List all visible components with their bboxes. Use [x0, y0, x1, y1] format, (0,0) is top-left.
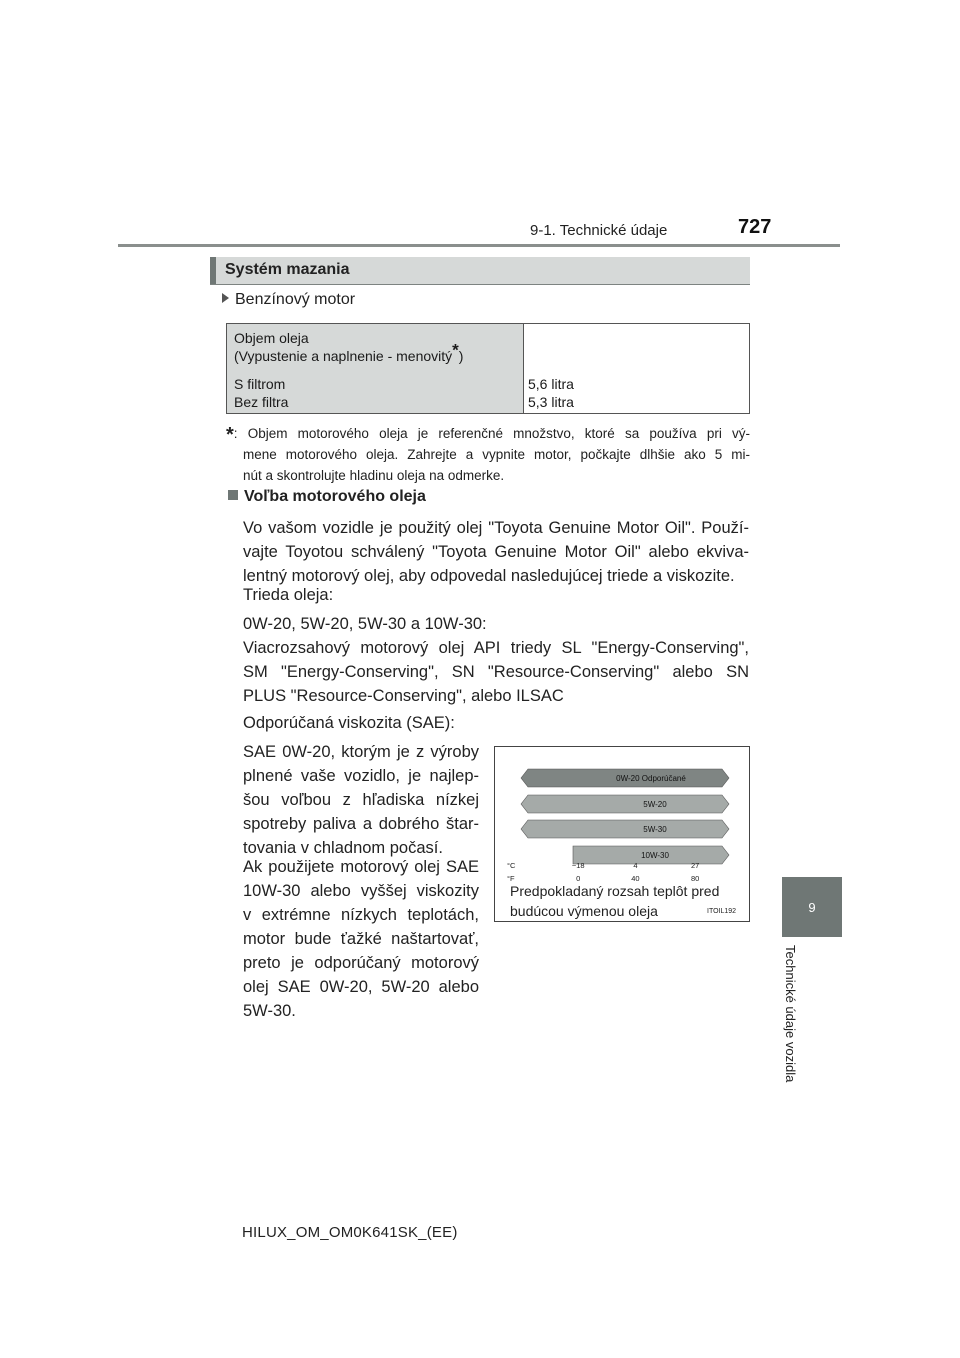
paragraph-line: PLUS "Resource-Conserving", alebo ILSAC [243, 687, 564, 705]
viscosity-paragraph-2 [243, 855, 479, 1023]
table-row-value: 5,6 litra [528, 376, 574, 392]
footnote-marker: * [226, 424, 234, 446]
table-header-close: ) [458, 348, 464, 364]
engine-type [222, 291, 355, 309]
paragraph-line: olej SAE 0W-20, 5W-20 alebo [243, 978, 479, 996]
chart-caption-line: budúcou výmenou oleja [510, 903, 658, 919]
axis-tick-label: −18 [571, 861, 585, 870]
table-header-star: * [452, 340, 459, 360]
section-header: 9-1. Technické údaje [530, 222, 668, 239]
viscosity-grade-label: 5W-20 [643, 800, 667, 809]
chart-caption [510, 881, 719, 921]
axis-unit-label: °F [507, 874, 515, 883]
paragraph-line: 10W-30 alebo vyššej viskozity [243, 882, 479, 900]
table-row-value: 5,3 litra [528, 394, 574, 410]
axis-tick-label: 27 [691, 861, 700, 870]
axis-tick-label: 0 [576, 874, 581, 883]
table-value-column [524, 324, 749, 413]
paragraph-line: 0W-20, 5W-20, 5W-30 a 10W-30: [243, 615, 487, 633]
paragraph-line: SAE 0W-20, ktorým je z výroby [243, 743, 479, 761]
table-label-column [227, 324, 524, 413]
paragraph-line: Ak použijete motorový olej SAE [243, 858, 479, 876]
viscosity-range-bar [521, 820, 729, 838]
chapter-label [770, 945, 810, 1105]
paragraph-line: v extrémne nízkych teplotách, [243, 906, 479, 924]
oil-capacity-table [226, 323, 750, 414]
square-bullet-icon [228, 490, 238, 500]
axis-unit-label: °C [507, 861, 516, 870]
table-header-line1: Objem oleja [234, 330, 309, 346]
footnote-line: mene motorového oleja. Zahrejte a vypnite motor, počkajte dlhšie ako 5 mi- [243, 447, 750, 462]
header-rule [118, 244, 840, 247]
chapter-number: 9 [808, 899, 816, 915]
oil-choice-intro [243, 516, 749, 588]
paragraph-line: Vo vašom vozidle je použitý olej "Toyota Genuine Motor Oil". Použí- [243, 519, 749, 537]
chart-caption-line: Predpokladaný rozsah teplôt pred [510, 883, 720, 899]
axis-tick-label: 80 [691, 874, 700, 883]
paragraph-line: Viacrozsahový motorový olej API triedy SL "Energy-Conserving", [243, 639, 749, 657]
oil-choice-heading-text: Voľba motorového oleja [244, 488, 426, 505]
page-number: 727 [738, 216, 772, 238]
axis-tick-label: 40 [631, 874, 640, 883]
footnote [226, 422, 750, 486]
viscosity-grade-label: 5W-30 [643, 825, 667, 834]
viscosity-range-bar [521, 795, 729, 813]
viscosity-grade-label: 10W-30 [641, 851, 669, 860]
paragraph-line: šou voľbou z hľadiska nízkej [243, 791, 479, 809]
triangle-bullet-icon [222, 293, 229, 303]
viscosity-chart [494, 746, 750, 922]
paragraph-line: lentný motorový olej, aby odpovedal nasledujúcej triede a viskozite. [243, 567, 735, 585]
paragraph-line: SM "Energy-Conserving", SN "Resource-Conserving" alebo SN [243, 663, 749, 681]
paragraph-line: tovania v chladnom počasí. [243, 839, 443, 857]
oil-grade-label: Trieda oleja: [243, 586, 334, 604]
footnote-text: : Objem motorového oleja je referenčné množstvo, ktoré sa používa pri vý- [233, 426, 750, 441]
paragraph-line: 5W-30. [243, 1002, 296, 1020]
paragraph-line: plnené vaše vozidlo, je najlep- [243, 767, 479, 785]
table-row-label: S filtrom [234, 376, 286, 392]
section-title: Systém mazania [225, 261, 350, 278]
axis-tick-label: 4 [633, 861, 638, 870]
paragraph-line: motor bude ťažké naštartovať, [243, 930, 479, 948]
paragraph-line: vajte Toyotou schválený "Toyota Genuine Motor Oil" alebo ekviva- [243, 543, 749, 561]
footnote-line [226, 422, 750, 444]
viscosity-grade-label: 0W-20 Odporúčané [616, 774, 686, 783]
chapter-label-text: Technické údaje vozidla [783, 945, 798, 1083]
paragraph-line: preto je odporúčaný motorový [243, 954, 479, 972]
paragraph-line: spotreby paliva a dobrého štar- [243, 815, 479, 833]
footnote-line: nút a skontrolujte hladinu oleja na odmerke. [243, 468, 505, 483]
figure-code: ITOIL192 [707, 908, 737, 915]
table-row-label: Bez filtra [234, 394, 289, 410]
oil-grade-text [243, 612, 749, 708]
engine-type-label: Benzínový motor [235, 291, 356, 308]
document-code: HILUX_OM_OM0K641SK_(EE) [242, 1224, 458, 1241]
table-header-line2 [234, 340, 464, 364]
chapter-tab[interactable] [782, 877, 842, 937]
viscosity-paragraph-1 [243, 740, 479, 860]
section-title-accent [210, 257, 216, 284]
viscosity-label: Odporúčaná viskozita (SAE): [243, 714, 455, 732]
table-header-text: (Vypustenie a naplnenie - menovitý [234, 348, 453, 364]
oil-choice-heading [228, 488, 426, 506]
